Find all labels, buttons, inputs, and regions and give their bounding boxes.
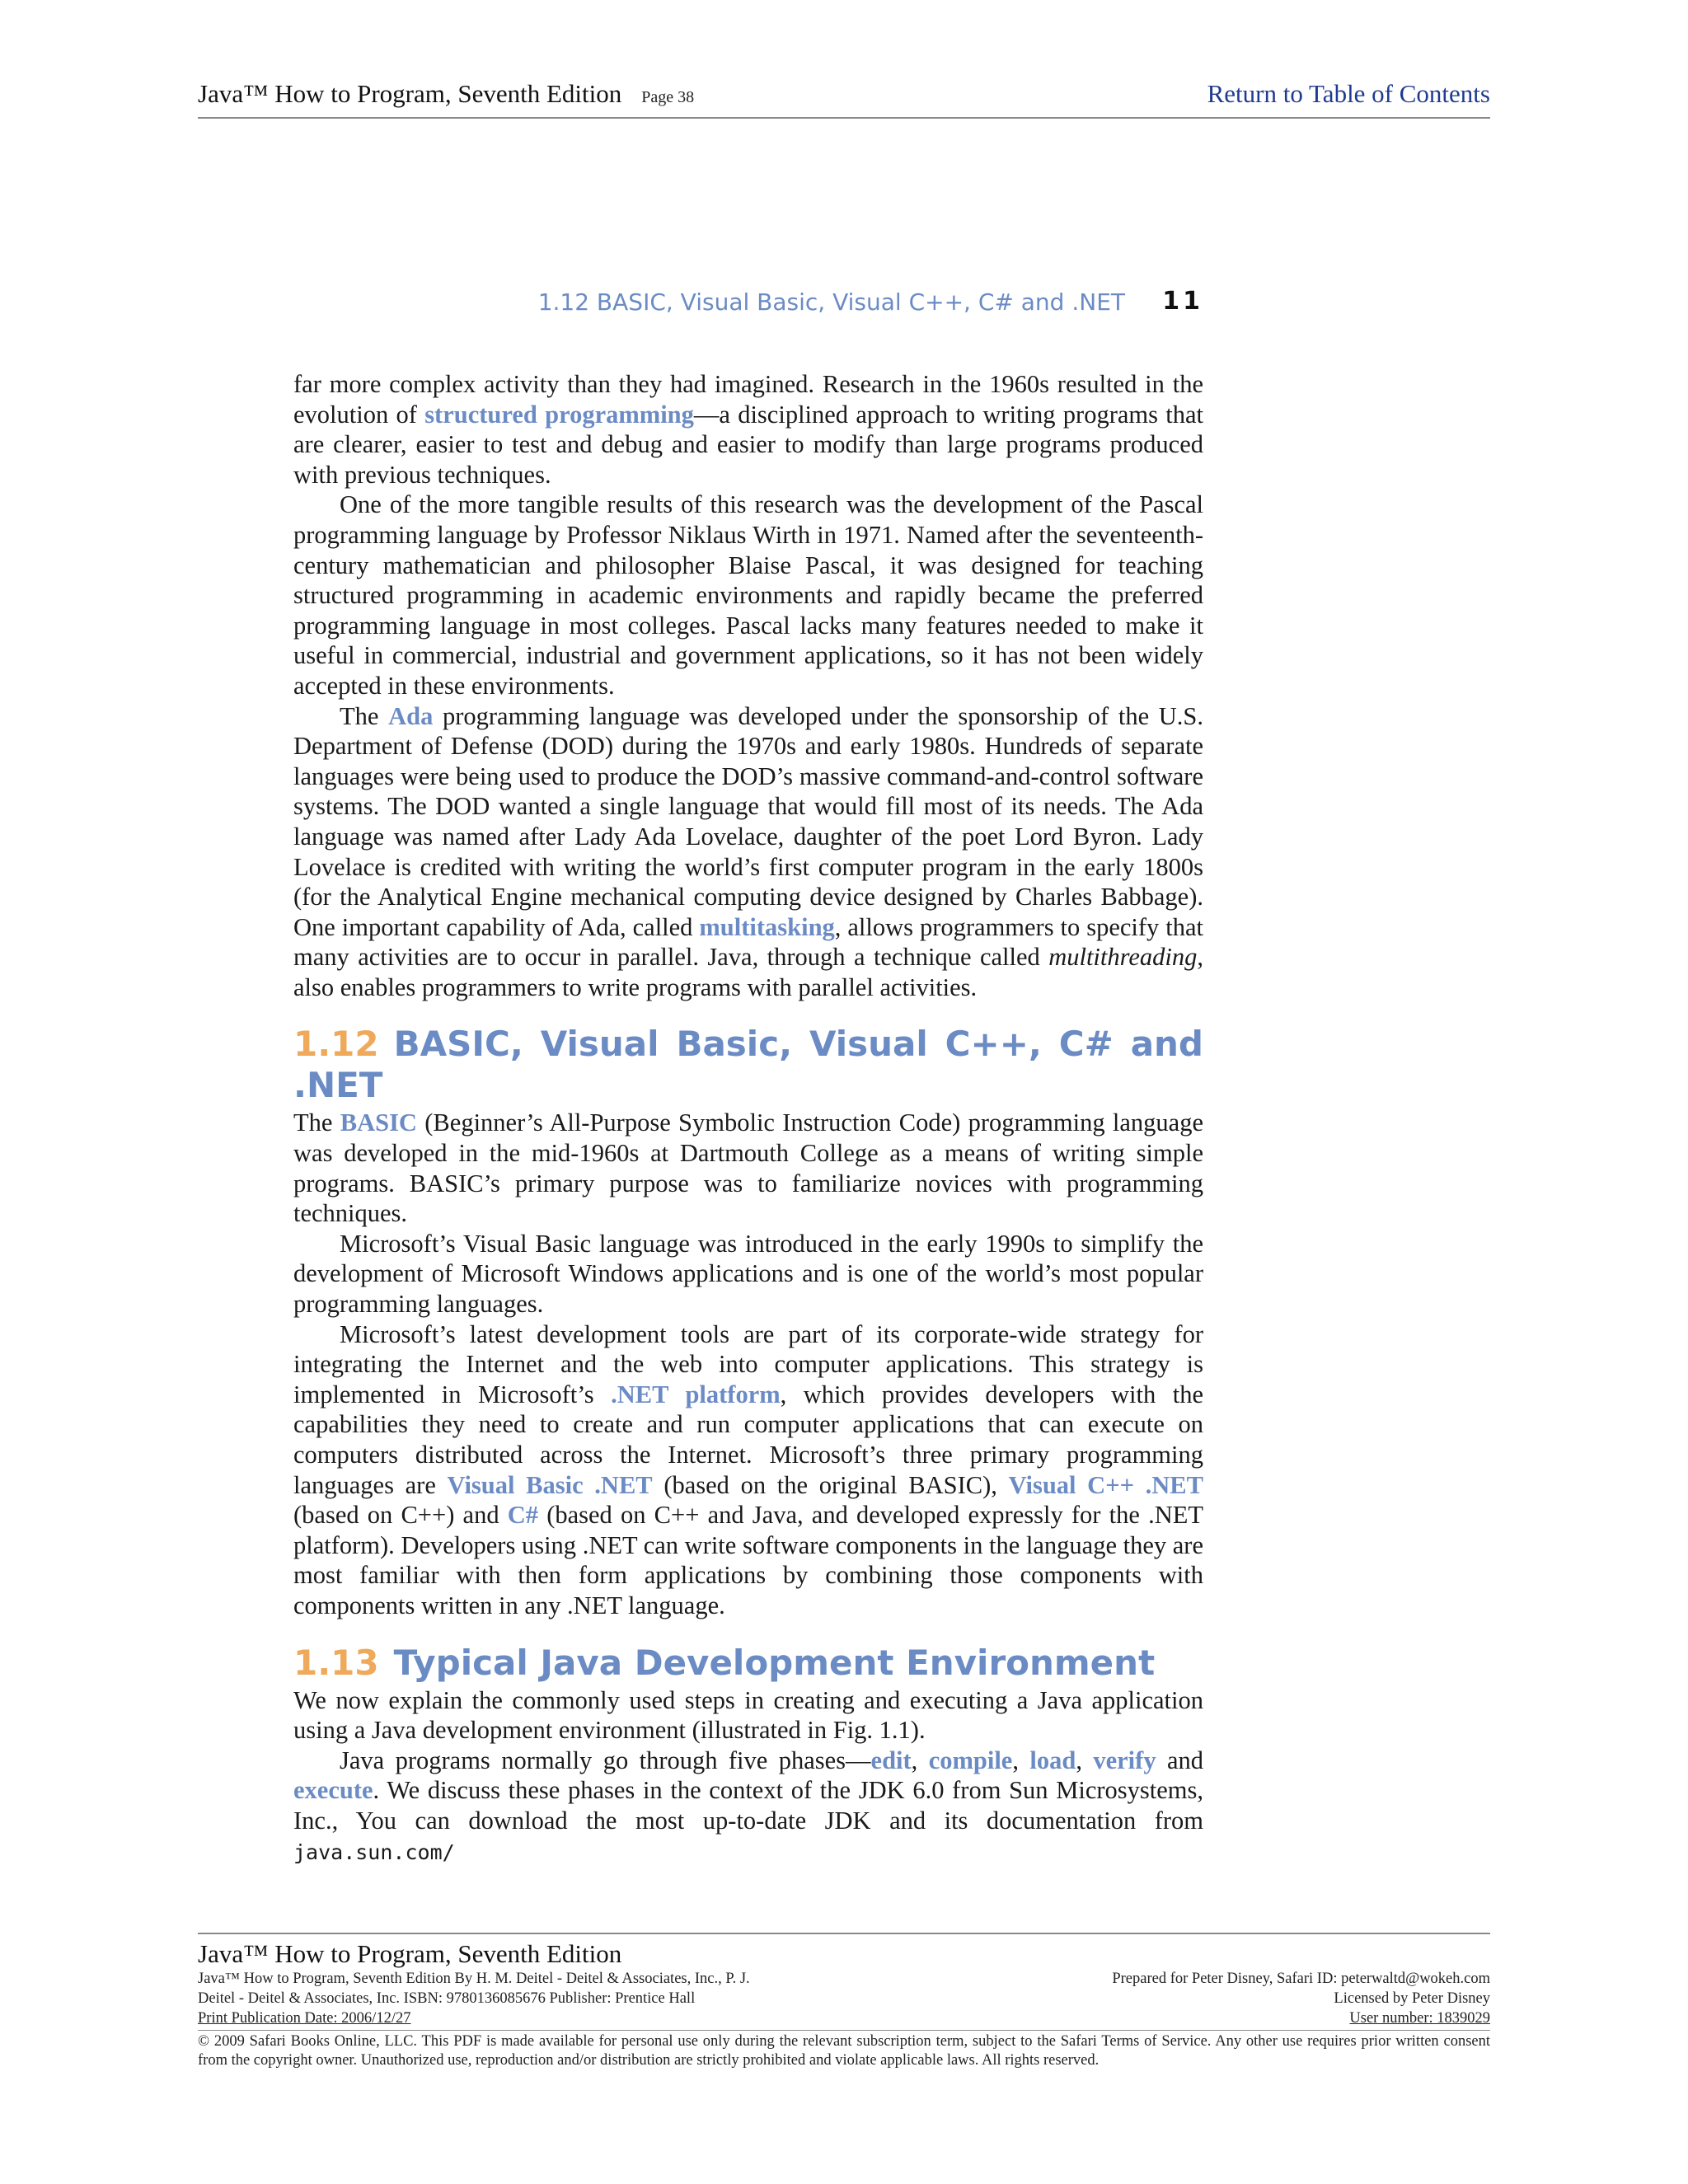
section-heading-1-12 <box>293 1024 1203 1106</box>
term-verify: verify <box>1093 1746 1156 1774</box>
paragraph <box>293 369 1203 490</box>
safari-footer <box>198 1933 1490 2070</box>
text-run: far more complex activity than they had imagined. Research in the 1960s resulted in the evolution of <box>293 370 1203 429</box>
text-run: , <box>1076 1746 1094 1774</box>
term-visual-cpp-net: Visual C++ .NET <box>1008 1470 1203 1499</box>
running-head-page-number: 11 <box>1162 287 1203 316</box>
text-run: The <box>340 701 389 730</box>
term-edit: edit <box>870 1746 912 1774</box>
text-run: (based on C++ and Java, and developed expressly for the .NET platform). Developers using .NET can write software components in the language they are most familiar with then form applications by combining those components with components written in any .NET language. <box>293 1501 1203 1619</box>
section-number: 1.13 <box>293 1642 379 1683</box>
term-visual-basic-net: Visual Basic .NET <box>447 1470 653 1499</box>
term-csharp: C# <box>507 1501 539 1530</box>
term-structured-programming: structured programming <box>424 400 694 429</box>
text-run: , also enables programmers to write programs with parallel activities. <box>293 943 1203 1001</box>
section-number: 1.12 <box>293 1024 379 1065</box>
footer-row <box>198 1989 1490 2008</box>
text-run: Microsoft’s latest development tools are part of its corporate-wide strategy for integrating the Internet and the web into computer applications. This strategy is implemented in Microsoft’s <box>293 1319 1203 1408</box>
text-run: , <box>1012 1746 1030 1774</box>
section-heading-1-13 <box>293 1643 1203 1684</box>
text-run: , allows programmers to specify that many activities are to occur in parallel. Java, through a technique called <box>293 912 1203 972</box>
text-run: . We discuss these phases in the context of the JDK 6.0 from Sun Microsystems, Inc., You can download the most up-to-date JDK and its documentation from <box>293 1776 1203 1835</box>
text-run: The <box>293 1108 340 1137</box>
section-title: BASIC, Visual Basic, Visual C++, C# and .NET <box>293 1024 1203 1106</box>
safari-header <box>198 76 1490 119</box>
paragraph: We now explain the commonly used steps in creating and executing a Java application using a Java development environment (illustrated in Fig. 1.1). <box>293 1685 1203 1745</box>
footer-row <box>198 1969 1490 1989</box>
footer-user-number: User number: 1839029 <box>1349 2010 1490 2027</box>
text-run: programming language was developed under the sponsorship of the U.S. Department of Defense (DOD) during the 1970s and early 1980s. Hundreds of separate languages were being used to produce the DOD’s massive command-and-control software systems. The DOD wanted a single language that would fill most of its needs. The Ada language was named after Lady Ada Lovelace, daughter of the poet Lord Byron. Lady Lovelace is credited with writing the world’s first computer program in the early 1800s (for the Analytical Engine mechanical computing device designed by Charles Babbage). One important capability of Ada, called <box>293 701 1204 941</box>
footer-prepared-for: Prepared for Peter Disney, Safari ID: peterwaltd@wokeh.com <box>1112 1971 1490 1987</box>
footer-licensed-by: Licensed by Peter Disney <box>1334 1990 1490 2007</box>
text-run: (based on C++) and <box>293 1501 508 1530</box>
paragraph <box>293 1746 1203 1868</box>
text-run: Java programs normally go through five phases— <box>340 1746 871 1774</box>
term-basic: BASIC <box>340 1108 417 1137</box>
term-net-platform: .NET platform <box>611 1380 781 1408</box>
paragraph <box>293 1319 1203 1621</box>
footer-pub-date: Print Publication Date: 2006/12/27 <box>198 2010 411 2027</box>
text-run: , <box>911 1746 929 1774</box>
term-compile: compile <box>928 1746 1013 1774</box>
term-load: load <box>1029 1746 1076 1774</box>
footer-row <box>198 2008 1490 2028</box>
text-run: , which provides developers with the capabilities they need to create and run computer applications that can execute on computers distributed across the Internet. Microsoft’s three primary programming languages are <box>293 1380 1204 1499</box>
paragraph: One of the more tangible results of this research was the development of the Pascal programming language by Professor Niklaus Wirth in 1971. Named after the seventeenth-century mathematician and philosopher Blaise Pascal, it was designed for teaching structured programming in academic environments and rapidly became the preferred programming language in most colleges. Pascal lacks many features needed to make it useful in commercial, industrial and government applications, so it has not been widely accepted in these environments. <box>293 490 1203 700</box>
running-head-text: 1.12 BASIC, Visual Basic, Visual C++, C# and .NET <box>537 288 1125 316</box>
term-multithreading: multithreading <box>1048 943 1198 972</box>
return-to-toc-link[interactable]: Return to Table of Contents <box>1207 79 1490 108</box>
running-head <box>293 288 1203 321</box>
body-text <box>293 369 1203 1868</box>
header-title-text: Java™ How to Program, Seventh Edition <box>198 79 622 108</box>
header-book-title <box>198 79 694 109</box>
text-run: and <box>1156 1746 1204 1774</box>
footer-isbn: Deitel - Deitel & Associates, Inc. ISBN: 9780136085676 Publisher: Prentice Hall <box>198 1990 696 2007</box>
term-multitasking: multitasking <box>699 912 835 941</box>
paragraph <box>293 701 1203 1003</box>
header-page-label: Page 38 <box>641 88 695 106</box>
text-run: (based on the original BASIC), <box>652 1470 1009 1499</box>
url-java-sun: java.sun.com/ <box>293 1840 455 1864</box>
term-ada: Ada <box>388 701 434 730</box>
paragraph: Microsoft’s Visual Basic language was introduced in the early 1990s to simplify the development of Microsoft Windows applications and is one of the world’s most popular programming languages. <box>293 1229 1203 1319</box>
footer-book-title: Java™ How to Program, Seventh Edition <box>198 1939 622 1968</box>
section-title: Typical Java Development Environment <box>393 1642 1156 1683</box>
text-run: —a disciplined approach to writing programs that are clearer, easier to test and debug and easier to modify than large programs produced with previous techniques. <box>293 400 1204 489</box>
footer-copyright: © 2009 Safari Books Online, LLC. This PDF is made available for personal use only during the relevant subscription term, subject to the Safari Terms of Service. Any other use requires prior written consent from the copyright owner. Unauthorized use, reproduction and/or distribution are strictly prohibited and violate applicable laws. All rights reserved. <box>198 2030 1490 2070</box>
paragraph <box>293 1108 1203 1228</box>
term-execute: execute <box>293 1776 373 1805</box>
footer-authors: Java™ How to Program, Seventh Edition By H. M. Deitel - Deitel & Associates, Inc., P. J. <box>198 1971 750 1987</box>
text-run: (Beginner’s All-Purpose Symbolic Instruction Code) programming language was developed in the mid-1960s at Dartmouth College as a means of writing simple programs. BASIC’s primary purpose was to familiarize novices with programming techniques. <box>293 1108 1203 1228</box>
